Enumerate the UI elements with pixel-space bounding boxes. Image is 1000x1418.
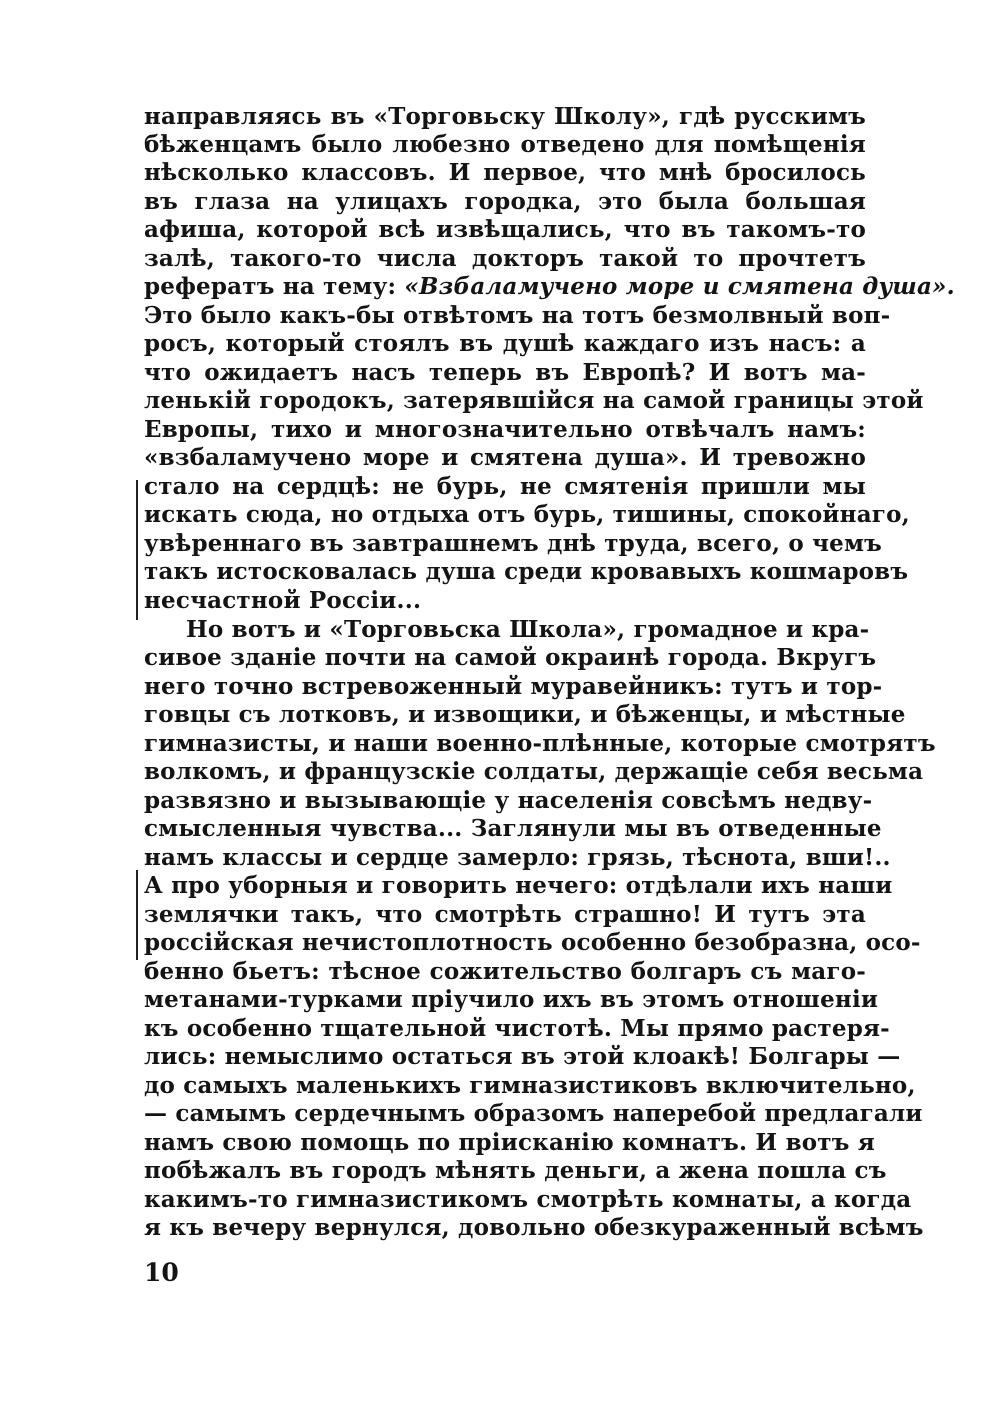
text-line: такъ истосковалась душа среди кровавыхъ кошмаровъ	[144, 558, 909, 585]
text-line: стало на сердцѣ: не бурь, не смятенія пришли мы	[144, 473, 866, 500]
lecture-title: «Взбаламучено море и смятена душа».	[404, 273, 955, 300]
text-line: — самымъ сердечнымъ образомъ наперебой предлагали	[144, 1100, 923, 1127]
page-number: 10	[144, 1258, 179, 1287]
margin-mark	[136, 480, 138, 620]
text-line: направляясь въ «Торговьску Школу», гдѣ русскимъ	[144, 103, 866, 130]
text-line: нѣсколько классовъ. И первое, что мнѣ бросилось	[144, 159, 866, 186]
text-line: я къ вечеру вернулся, довольно обезкураженный всѣмъ	[144, 1214, 924, 1241]
text-line: сивое зданіе почти на самой окраинѣ города. Вкругъ	[144, 644, 877, 671]
text-line: къ особенно тщательной чистотѣ. Мы прямо растеря-	[144, 1015, 890, 1042]
text-line: «взбаламучено море и смятена душа». И тревожно	[144, 444, 866, 471]
text-line: гимназисты, и наши военно-плѣнные, которые смотрятъ	[144, 730, 936, 757]
text-line: до самыхъ маленькихъ гимназистиковъ включительно,	[144, 1072, 916, 1099]
text-line: него точно встревоженный муравейникъ: тутъ и тор-	[144, 673, 883, 700]
text-line: смысленныя чувства... Заглянули мы въ отведенные	[144, 815, 882, 842]
text-line: какимъ-то гимназистикомъ смотрѣть комнаты, а когда	[144, 1186, 912, 1213]
text-line: искать сюда, но отдыха отъ бурь, тишины, спокойнаго,	[144, 501, 910, 528]
text-line: залѣ, такого-то числа докторъ такой то прочтетъ	[144, 245, 866, 272]
text-segment: рефератъ на тему:	[144, 273, 405, 300]
text-line: волкомъ, и французскіе солдаты, держащіе себя весьма	[144, 758, 924, 785]
text-line: намъ классы и сердце замерло: грязь, тѣснота, вши!..	[144, 844, 891, 871]
text-line: афиша, которой всѣ извѣщались, что въ такомъ-то	[144, 216, 866, 243]
text-line: метанами-турками пріучило ихъ въ этомъ отношеніи	[144, 986, 879, 1013]
text-line: несчастной Россіи...	[144, 587, 422, 614]
margin-mark	[136, 870, 138, 960]
text-line: увѣреннаго въ завтрашнемъ днѣ труда, всего, о чемъ	[144, 530, 883, 557]
text-line: ленькій городокъ, затерявшійся на самой границы этой	[144, 387, 924, 414]
text-line: Но вотъ и «Торговьска Школа», громадное и кра-	[186, 616, 870, 643]
text-line: намъ свою помощь по пріисканію комнатъ. И вотъ я	[144, 1129, 875, 1156]
text-line-with-title	[144, 273, 955, 301]
text-line: бенно бьетъ: тѣсное сожительство болгаръ съ маго-	[144, 958, 866, 985]
text-line: росъ, который стоялъ въ душѣ каждаго изъ насъ: а	[144, 330, 866, 357]
text-line: говцы съ лотковъ, и извощики, и бѣженцы, и мѣстные	[144, 701, 906, 728]
text-line: Это было какъ-бы отвѣтомъ на тотъ безмолвный воп-	[144, 302, 891, 329]
text-line: россійская нечистоплотность особенно безобразна, осо-	[144, 929, 921, 956]
text-line: побѣжалъ въ городъ мѣнять деньги, а жена пошла съ	[144, 1157, 887, 1184]
text-line: Европы, тихо и многозначительно отвѣчалъ намъ:	[144, 416, 866, 443]
text-line: развязно и вызывающіе у населенія совсѣмъ недву-	[144, 787, 873, 814]
text-line: въ глаза на улицахъ городка, это была большая	[144, 188, 866, 215]
text-line: А про уборныя и говорить нечего: отдѣлали ихъ наши	[144, 872, 893, 899]
text-line: лись: немыслимо остаться въ этой клоакѣ! Болгары —	[144, 1043, 901, 1070]
text-line: землячки такъ, что смотрѣть страшно! И тутъ эта	[144, 901, 866, 928]
text-line: что ожидаетъ насъ теперь въ Европѣ? И вотъ ма-	[144, 359, 866, 386]
text-line: бѣженцамъ было любезно отведено для помѣщенія	[144, 131, 866, 158]
